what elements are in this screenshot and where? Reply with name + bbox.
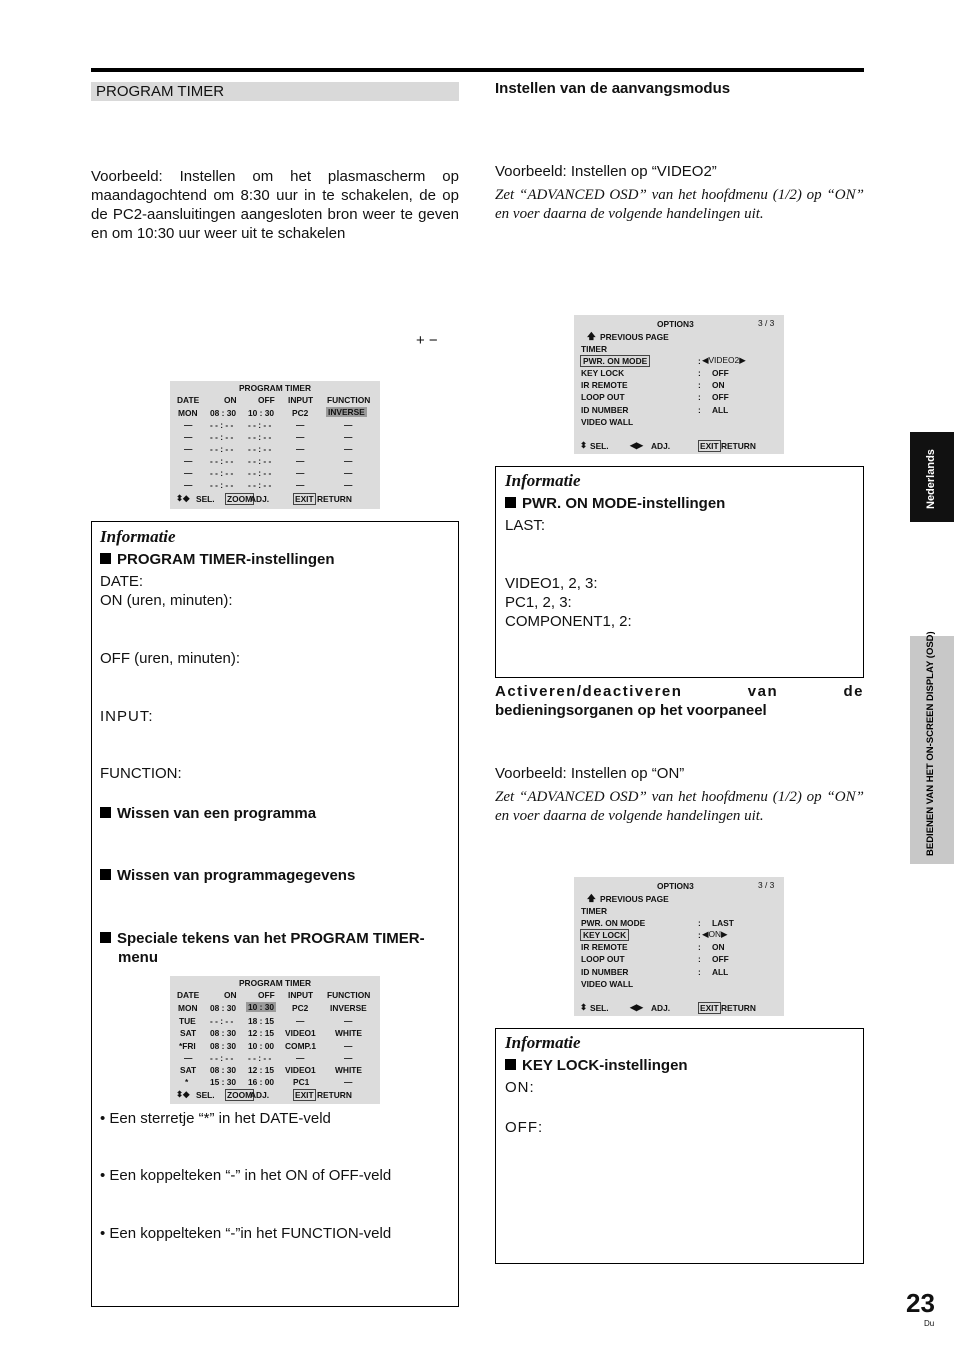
info-date: DATE: [100, 573, 144, 590]
cell: 08 : 30 [210, 1065, 237, 1075]
colon: : [698, 967, 701, 977]
info-heading [100, 551, 335, 568]
cell: — [184, 420, 193, 430]
item-label-selected: KEY LOCK [580, 929, 629, 941]
cell: INVERSE [330, 1003, 367, 1013]
colon: : [698, 368, 701, 378]
item-label: IR REMOTE [581, 380, 628, 390]
footer-sel: SEL. [590, 1003, 609, 1013]
instruction-2: Zet “ADVANCED OSD” van het hoofdmenu (1/2) op “ON” en voer daarna de volgende handelingen uit. [495, 789, 864, 824]
exit-button: EXIT [700, 441, 719, 451]
example-video2: Voorbeeld: Instellen op “VIDEO2” [495, 163, 717, 180]
item-label: ID NUMBER [581, 967, 629, 977]
item-label: LOOP OUT [581, 392, 625, 402]
zoom-button: ZOOM [227, 1090, 253, 1100]
cell: - - : - - [248, 420, 272, 430]
footer-adj: ADJ. [651, 1003, 671, 1013]
info-key-on: ON: [505, 1079, 535, 1096]
instruction-1: Zet “ADVANCED OSD” van het hoofdmenu (1/2) op “ON” en voer daarna de volgende handelingen uit. [495, 187, 864, 222]
info-on: ON (uren, minuten): [100, 592, 233, 609]
info-heading-text: Wissen van programmagegevens [117, 867, 356, 884]
item-label: VIDEO WALL [581, 417, 634, 427]
info-heading [505, 1057, 688, 1074]
col-date: DATE [177, 395, 200, 405]
info-title: Informatie [100, 527, 176, 546]
cell: - - : - - [248, 432, 272, 442]
left-arrow-icon: ◀ [702, 929, 709, 939]
col-on: ON [224, 990, 237, 1000]
cell: - - : - - [210, 480, 234, 490]
menu-title: OPTION3 [657, 319, 694, 329]
item-value: OFF [712, 368, 729, 378]
up-arrow-icon: 🡅 [587, 893, 596, 903]
info-input: INPUT: [100, 708, 154, 725]
page-indicator: 3 / 3 [758, 880, 775, 890]
example-on: Voorbeeld: Instellen op “ON” [495, 765, 685, 782]
cell: — [344, 432, 353, 442]
footer-sel: SEL. [196, 1090, 215, 1100]
info-heading-text: PROGRAM TIMER-instellingen [117, 551, 335, 568]
info-heading [100, 930, 425, 947]
colon: : [698, 918, 701, 928]
cell: COMP.1 [285, 1041, 317, 1051]
heading-start-mode: Instellen van de aanvangsmodus [495, 80, 731, 97]
cell: — [344, 1053, 353, 1063]
colon: : [698, 930, 701, 940]
col-function: FUNCTION [327, 395, 371, 405]
cell-highlight: 10 : 30 [248, 1002, 275, 1012]
updown-icon: ⬍ [580, 440, 588, 450]
footer-return: RETURN [317, 1090, 352, 1100]
square-bullet-icon [505, 497, 516, 508]
info-pc: PC1, 2, 3: [505, 594, 572, 611]
page-indicator: 3 / 3 [758, 318, 775, 328]
square-bullet-icon [100, 807, 111, 818]
colon: : [698, 405, 701, 415]
footer-return: RETURN [721, 441, 756, 451]
left-right-selector [702, 355, 746, 365]
page-language-code: Du [924, 1319, 935, 1328]
cell: 08 : 30 [210, 1041, 237, 1051]
up-arrow-icon: 🡅 [587, 331, 596, 341]
cell: 18 : 15 [248, 1016, 275, 1026]
cell: PC1 [293, 1077, 310, 1087]
zoom-button: ZOOM [227, 494, 253, 504]
info-title: Informatie [505, 1033, 581, 1052]
section-title: PROGRAM TIMER [91, 82, 459, 101]
cell: WHITE [335, 1065, 362, 1075]
page-number: 23 [906, 1288, 935, 1318]
cell: 15 : 30 [210, 1077, 237, 1087]
square-bullet-icon [100, 553, 111, 564]
item-value: OFF [712, 954, 729, 964]
cell: — [344, 456, 353, 466]
cell: — [344, 444, 353, 454]
col-off: OFF [258, 395, 275, 405]
square-bullet-icon [505, 1059, 516, 1070]
cell: - - : - - [210, 420, 234, 430]
item-label: IR REMOTE [581, 942, 628, 952]
cell: - - : - - [210, 1016, 234, 1026]
cell: — [344, 1016, 353, 1026]
info-key-off: OFF: [505, 1119, 544, 1136]
cell: — [184, 480, 193, 490]
cell: 10 : 30 [248, 408, 275, 418]
cell: 10 : 00 [248, 1041, 275, 1051]
cell: 08 : 30 [210, 1028, 237, 1038]
side-tab-chapter [910, 631, 954, 864]
cell: - - : - - [210, 456, 234, 466]
colon: : [698, 380, 701, 390]
colon: : [698, 954, 701, 964]
side-tab-chapter-label: BEDIENEN VAN HET ON-SCREEN DISPLAY (OSD) [925, 631, 936, 856]
footer-return: RETURN [317, 494, 352, 504]
cell: 16 : 00 [248, 1077, 275, 1087]
cell: - - : - - [248, 480, 272, 490]
cell: — [296, 420, 305, 430]
item-value: ON [712, 380, 725, 390]
item-label: KEY LOCK [581, 368, 625, 378]
updown-leftright-icon: ⬍◆ [176, 493, 190, 503]
info-heading [100, 805, 316, 822]
side-tab-language [910, 432, 954, 522]
plus-minus-keys: + − [416, 332, 438, 349]
info-heading-text: PWR. ON MODE-instellingen [522, 495, 726, 512]
cell: — [344, 1041, 353, 1051]
updown-leftright-icon: ⬍◆ [176, 1089, 190, 1099]
col-date: DATE [177, 990, 200, 1000]
info-heading [505, 495, 725, 512]
item-value: ALL [712, 967, 729, 977]
cell: SAT [180, 1065, 197, 1075]
option3-menu-2 [574, 877, 784, 1016]
info-heading-text: Speciale tekens van het PROGRAM TIMER- [117, 930, 425, 947]
right-arrow-icon: ▶ [721, 929, 728, 939]
cell: — [296, 1016, 305, 1026]
cell: — [296, 456, 305, 466]
left-right-selector [702, 929, 727, 939]
square-bullet-icon [100, 869, 111, 880]
cell: - - : - - [210, 432, 234, 442]
cell: - - : - - [248, 468, 272, 478]
info-heading-cont: menu [118, 949, 159, 966]
previous-page: PREVIOUS PAGE [600, 332, 669, 342]
footer-adj: ADJ. [250, 1090, 270, 1100]
item-label: LOOP OUT [581, 954, 625, 964]
cell: — [296, 1053, 305, 1063]
option3-menu-1 [574, 315, 784, 454]
cell: TUE [179, 1016, 196, 1026]
info-function: FUNCTION: [100, 765, 182, 782]
heading-panel-lock-cont: bedieningsorganen op het voorpaneel [495, 702, 767, 719]
cell: — [296, 468, 305, 478]
cell: 08 : 30 [210, 1003, 237, 1013]
item-value: VIDEO2 [708, 355, 740, 365]
info-heading-text: KEY LOCK-instellingen [522, 1057, 688, 1074]
program-timer-menu-1 [170, 381, 380, 509]
cell: MON [178, 1003, 198, 1013]
cell: — [296, 432, 305, 442]
item-label-selected: PWR. ON MODE [580, 355, 650, 367]
menu-title: PROGRAM TIMER [238, 978, 312, 988]
colon: : [698, 942, 701, 952]
footer-return: RETURN [721, 1003, 756, 1013]
cell: MON [178, 408, 198, 418]
cell: 08 : 30 [210, 408, 237, 418]
cell: *FRI [179, 1041, 196, 1051]
info-component: COMPONENT1, 2: [505, 613, 632, 630]
cell: 12 : 15 [248, 1065, 275, 1075]
exit-button: EXIT [700, 1003, 719, 1013]
updown-icon: ⬍ [580, 1002, 588, 1012]
cell: — [344, 1077, 353, 1087]
square-bullet-icon [100, 932, 111, 943]
col-on: ON [224, 395, 237, 405]
cell: VIDEO1 [285, 1065, 316, 1075]
info-heading [100, 867, 355, 884]
cell: VIDEO1 [285, 1028, 316, 1038]
footer-sel: SEL. [196, 494, 215, 504]
col-off: OFF [258, 990, 275, 1000]
item-value: ALL [712, 405, 729, 415]
info-heading-text: Wissen van een programma [117, 805, 317, 822]
item-label: ID NUMBER [581, 405, 629, 415]
cell: WHITE [335, 1028, 362, 1038]
cell: - - : - - [248, 444, 272, 454]
previous-page: PREVIOUS PAGE [600, 894, 669, 904]
cell: - - : - - [210, 1053, 234, 1063]
item-label: TIMER [581, 906, 608, 916]
menu-title: PROGRAM TIMER [238, 383, 312, 393]
cell: — [296, 480, 305, 490]
info-off: OFF (uren, minuten): [100, 650, 241, 667]
cell: — [344, 480, 353, 490]
item-label: TIMER [581, 344, 608, 354]
colon: : [698, 392, 701, 402]
exit-button: EXIT [295, 494, 314, 504]
program-timer-menu-2 [170, 976, 380, 1104]
cell: — [344, 468, 353, 478]
col-input: INPUT [288, 395, 314, 405]
cell: PC2 [292, 1003, 309, 1013]
cell: — [184, 444, 193, 454]
col-input: INPUT [288, 990, 314, 1000]
cell-highlight: INVERSE [328, 407, 365, 417]
cell: * [185, 1077, 189, 1087]
col-function: FUNCTION [327, 990, 371, 1000]
cell: — [344, 420, 353, 430]
footer-adj: ADJ. [651, 441, 671, 451]
bullet-hyphen-onoff: • Een koppelteken “-” in het ON of OFF-veld [100, 1167, 392, 1184]
cell: - - : - - [248, 456, 272, 466]
right-arrow-icon: ▶ [739, 355, 746, 365]
bullet-hyphen-function: • Een koppelteken “-”in het FUNCTION-veld [100, 1225, 392, 1242]
item-value: ON [708, 929, 722, 939]
cell: 12 : 15 [248, 1028, 275, 1038]
cell: PC2 [292, 408, 309, 418]
cell: — [184, 468, 193, 478]
cell: — [184, 456, 193, 466]
item-value: OFF [712, 392, 729, 402]
info-video: VIDEO1, 2, 3: [505, 575, 598, 592]
cell: - - : - - [248, 1053, 272, 1063]
info-last: LAST: [505, 517, 546, 534]
cell: - - : - - [210, 444, 234, 454]
cell: — [184, 1053, 193, 1063]
cell: - - : - - [210, 468, 234, 478]
footer-adj: ADJ. [250, 494, 270, 504]
item-label: PWR. ON MODE [581, 918, 646, 928]
footer-sel: SEL. [590, 441, 609, 451]
item-label: VIDEO WALL [581, 979, 634, 989]
info-title: Informatie [505, 471, 581, 490]
menu-title: OPTION3 [657, 881, 694, 891]
item-value: LAST [712, 918, 734, 928]
left-arrow-icon: ◀ [702, 355, 709, 365]
side-tab-language-label: Nederlands [925, 449, 937, 509]
info-box-program-timer [91, 521, 459, 1307]
left-right-icon: ◀▶ [630, 1002, 643, 1012]
bullet-asterisk: • Een sterretje “*” in het DATE-veld [100, 1110, 331, 1127]
cell: — [184, 432, 193, 442]
top-rule [91, 68, 864, 72]
cell: — [296, 444, 305, 454]
example-paragraph: Voorbeeld: Instellen om het plasmascherm op maandagochtend om 8:30 uur in te schakelen, de op de PC2-aansluitingen aangesloten bron weer te geven en om 10:30 uur weer uit te schakelen [91, 168, 459, 242]
colon: : [698, 356, 701, 366]
left-right-icon: ◀▶ [630, 440, 643, 450]
heading-panel-lock: Activeren/deactiveren van de [495, 683, 864, 700]
item-value: ON [712, 942, 725, 952]
cell: SAT [180, 1028, 197, 1038]
exit-button: EXIT [295, 1090, 314, 1100]
